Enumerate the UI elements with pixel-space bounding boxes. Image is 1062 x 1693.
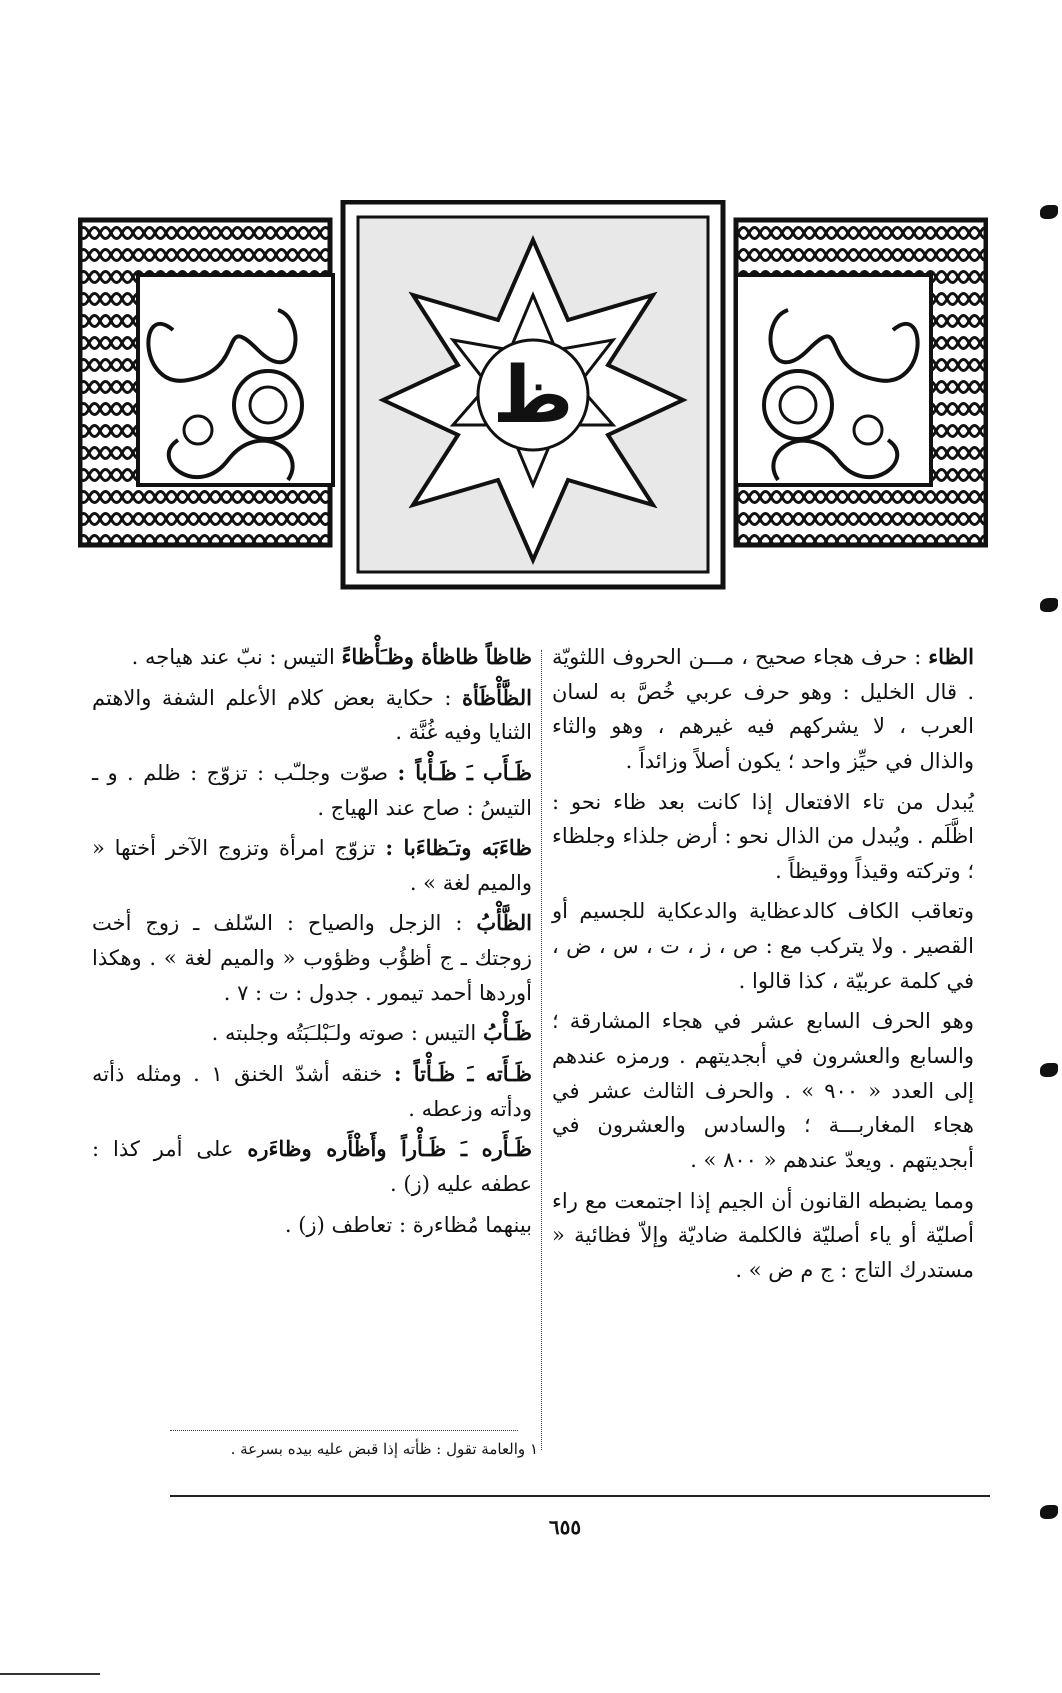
entry xyxy=(92,1208,532,1243)
scan-edge-line xyxy=(0,1673,100,1675)
entry-text: يُبدل من تاء الافتعال إذا كانت بعد ظاء نحو : اظَّلَم . ويُبدل من الذال نحو : أرض جلذاء وجلظاء ؛ وتركته وقيذاً ووقيظاً . xyxy=(552,789,974,883)
entry-headword: ظَـأَره ـَ ظَـأْراً وأَظْأَره وظاءَره xyxy=(247,1136,532,1162)
entry xyxy=(92,906,532,1010)
left-column xyxy=(92,640,532,1248)
scan-artifact xyxy=(1040,1063,1058,1077)
entry xyxy=(92,1016,532,1051)
left-panel xyxy=(80,220,333,545)
scan-artifact xyxy=(1040,598,1058,612)
entry-headword: ظَـأَته ـَ ظَـأْتاً : xyxy=(393,1061,532,1087)
right-column xyxy=(552,640,974,1294)
scan-artifact xyxy=(1040,1505,1058,1519)
ornament-letter: ظ xyxy=(492,351,574,441)
entry-headword: ظَـأْبُ xyxy=(482,1020,532,1046)
ornament-graphic xyxy=(78,200,988,590)
entry xyxy=(552,1004,974,1177)
entry-text: وهو الحرف السابع عشر في هجاء المشارقة ؛ والسابع والعشرون في أبجديتهم . ورمزه عندهم إلى العدد « ٩٠٠ » . والحرف الثالث عشر في هجاء المغاربـــة ؛ والسادس والعشرون في أبجديتهم . ويعدّ عندهم « ٨٠٠ » . xyxy=(552,1009,974,1172)
entry xyxy=(92,756,532,825)
entry-headword: الظَّأْبُ xyxy=(476,910,532,936)
entry-headword: ظاءَبَه وتـَظاءَبا : xyxy=(385,835,532,861)
entry-text: التيس : نبّ عند هياجه . xyxy=(131,645,335,669)
entry-headword: ظَـأَب ـَ ظَـأْباً : xyxy=(397,759,532,785)
column-divider xyxy=(541,650,542,1450)
center-medallion xyxy=(343,202,723,587)
entry-headword: الظاء xyxy=(928,644,974,669)
entry xyxy=(92,681,532,750)
entry xyxy=(552,1184,974,1288)
page-rule xyxy=(170,1495,990,1497)
entry-text: بينهما مُظاءرة : تعاطف (ز) . xyxy=(284,1212,532,1237)
entry-text: : حرف هجاء صحيح ، مـــن الحروف اللثويّة . قال الخليل : وهو حرف عربي خُصَّ به لسان العرب ، لا يشركهم فيه غيرهم ، وهو والثاء والذال في حيِّز واحد ؛ يكون أصلاً وزائداً . xyxy=(552,645,974,773)
scan-artifact xyxy=(1040,205,1058,219)
entry xyxy=(552,894,974,998)
entry xyxy=(92,640,532,675)
entry xyxy=(92,831,532,900)
entry-text: : حكاية بعض كلام الأعلم الشفة والاهتم الثنايا وفيه غُنَّة . xyxy=(92,685,532,745)
entry-text: على أمر كذا : عطفه عليه (ز) . xyxy=(92,1137,532,1196)
entry-text: وتعاقب الكاف كالدعظاية والدعكاية للجسيم أو القصير . ولا يتركب مع : ص ، ز ، ت ، س ، ض ، في كلمة عربيّة ، كذا قالوا . xyxy=(552,899,974,993)
entry-text: صوّت وجلـّب : تزوّج : ظلم . و ـ التيسُ : صاح عند الهياج . xyxy=(92,760,532,820)
right-panel xyxy=(736,220,986,545)
entry xyxy=(552,785,974,889)
entry xyxy=(92,1057,532,1126)
entry-text: : الزجل والصياح : السّلف ـ زوج أخت زوجتك ـ ج أظؤُب وظؤوب « والميم لغة » . وهكذا أوردها أحمد تيمور . جدول : ت : ٧ . xyxy=(92,911,532,1005)
entry-headword: ظاظاً ظاظأة وظـَأْظاءً xyxy=(341,644,532,669)
entry-text: تزوّج امرأة وتزوج الآخر أختها « والميم لغة » . xyxy=(92,836,532,895)
page-number: ٦٥٥ xyxy=(548,1515,582,1539)
entry-text: خنقه أشدّ الخنق ١ . ومثله ذأته ودأته وزعطه . xyxy=(92,1062,532,1121)
entry xyxy=(92,1132,532,1201)
entry-text: ومما يضبطه القانون أن الجيم إذا اجتمعت مع راء أصليّة أو ياء أصليّة فالكلمة ضاديّة وإلاّ فظائية « مستدرك التاج : ج م ض » . xyxy=(552,1188,974,1282)
ornamental-banner xyxy=(78,200,988,590)
entry-text: التيس : صوته ولـَبْلـَبَتُه وجلبته . xyxy=(211,1021,477,1046)
footnote: ١ والعامة تقول : ظأته إذا قبض عليه بيده بسرعة . xyxy=(230,1440,538,1458)
entry xyxy=(552,640,974,779)
footnote-rule xyxy=(170,1430,518,1431)
entry-headword: الظَّأْظَأة xyxy=(462,684,532,710)
